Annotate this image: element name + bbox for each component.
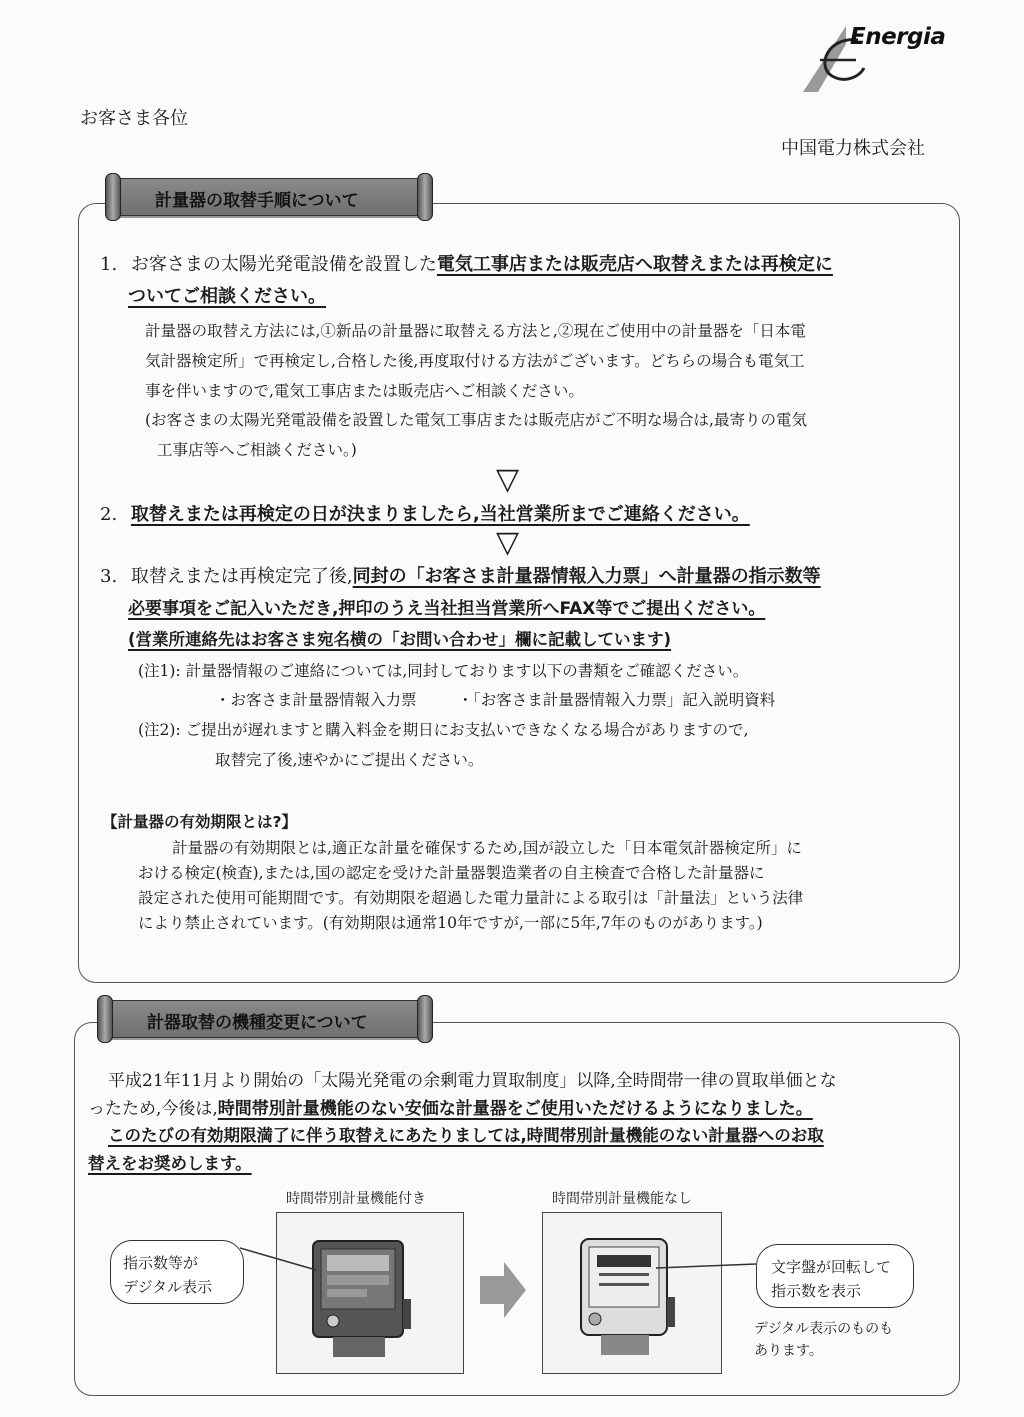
right-note-line: デジタル表示のものも (754, 1321, 894, 1337)
validity-line: により禁止されています。(有効期限は通常10年ですが,一部に5年,7年のものがあります。) (138, 914, 763, 932)
step1-body-line: 計量器の取替え方法には,①新品の計量器に取替える方法と,②現在ご使用中の計量器を「日本電 (145, 322, 806, 340)
step1-line1 (100, 250, 833, 276)
note2-text-b: 取替完了後,速やかにご提出ください。 (215, 751, 484, 769)
section2-banner (104, 1000, 426, 1038)
recipient: お客さま各位 (80, 108, 188, 129)
right-callout (756, 1244, 914, 1308)
validity-line: 計量器の有効期限とは,適正な計量を確保するため,国が設立した「日本電気計器検定所」に (172, 839, 802, 857)
step1-note-line: (お客さまの太陽光発電設備を設置した電気工事店または販売店がご不明な場合は,最寄りの電気 (145, 411, 807, 429)
note1-items (215, 688, 775, 710)
right-callout-line: 指示数を表示 (771, 1282, 862, 1300)
note1-text: 計量器情報のご連絡については,同封しております以下の書類をご確認ください。 (185, 662, 749, 680)
section2-title: 計器取替の機種変更について (147, 1013, 368, 1033)
step1-body-line: 事を伴いますので,電気工事店または販売店へご相談ください。 (145, 382, 584, 400)
right-arrow-icon (480, 1260, 526, 1320)
left-callout-line: 指示数等が (123, 1254, 199, 1272)
step2-bold: 取替えまたは再検定の日が決まりましたら,当社営業所までご連絡ください。 (130, 504, 750, 525)
down-arrow-icon: ▽ (496, 525, 520, 560)
note1-label: (注1): (138, 662, 181, 680)
step1-note (145, 405, 807, 465)
validity-body (138, 836, 803, 936)
step3-bold-b: 必要事項をご記入いただき,押印のうえ当社担当営業所へFAX等でご提出ください。 (128, 599, 766, 619)
left-callout-pointer (240, 1244, 320, 1274)
step3-bold-a: 同封の「お客さま計量器情報入力票」へ計量器の指示数等 (352, 566, 821, 587)
section2-para-b-bold: 時間帯別計量機能のない安価な計量器をご使用いただけるようになりました。 (217, 1099, 813, 1119)
right-note-line: あります。 (754, 1343, 823, 1359)
note1-item: ・お客さま計量器情報入力票 (215, 691, 417, 709)
scroll-left-icon (97, 995, 113, 1043)
section2-para-d: 替えをお奨めします。 (88, 1154, 252, 1173)
step2-line (100, 500, 750, 526)
analog-meter-icon (543, 1213, 721, 1373)
step3-line1 (100, 562, 821, 588)
step1-body-line: 気計器検定所」で再検定し,合格した後,再度取付ける方法がございます。どちらの場合も電気工 (145, 352, 805, 370)
section1-banner (112, 178, 426, 216)
right-callout-line: 文字盤が回転して (771, 1258, 892, 1276)
note2-text: ご提出が遅れますと購入料金を期日にお支払いできなくなる場合がありますので, (185, 721, 749, 739)
step1-bold-b: ついてご相談ください。 (128, 286, 326, 307)
note2-label: (注2): (138, 721, 181, 739)
scroll-right-icon (417, 995, 433, 1043)
step1-note-line: 工事店等へご相談ください。) (157, 441, 357, 459)
digital-meter-photo (276, 1212, 464, 1374)
down-arrow-icon: ▽ (496, 462, 520, 497)
step1-bold-a: 電気工事店または販売店へ取替えまたは再検定に (436, 254, 833, 275)
right-callout-pointer (656, 1258, 758, 1278)
validity-line: 設定された使用可能期間です。有効期限を超過した電力量計による取引は「計量法」という法律 (138, 889, 804, 907)
step2-number: 2. (100, 504, 118, 525)
note2 (138, 718, 749, 740)
logo-text: Energia (850, 24, 946, 50)
left-callout (110, 1240, 244, 1304)
step1-lead: お客さまの太陽光発電設備を設置した (130, 254, 437, 275)
section2-para-b-lead: ったため,今後は, (88, 1099, 218, 1119)
validity-heading: 【計量器の有効期限とは?】 (102, 813, 297, 831)
left-caption: 時間帯別計量機能付き (286, 1191, 426, 1207)
scroll-right-icon (417, 173, 433, 221)
note1 (138, 659, 748, 681)
step3-lead: 取替えまたは再検定完了後, (130, 566, 353, 587)
step1-number: 1. (100, 254, 118, 275)
note1-item: ・「お客さま計量器情報入力票」記入説明資料 (457, 691, 776, 709)
right-caption: 時間帯別計量機能なし (552, 1191, 692, 1207)
section1-title: 計量器の取替手順について (155, 191, 359, 211)
section2-para-c: このたびの有効期限満了に伴う取替えにあたりましては,時間帯別計量機能のない計量器へのお取 (108, 1126, 824, 1145)
right-note (754, 1318, 893, 1362)
section2-para-b (88, 1094, 813, 1119)
scroll-left-icon (105, 173, 121, 221)
left-callout-line: デジタル表示 (123, 1278, 213, 1296)
section2-para-a: 平成21年11月より開始の「太陽光発電の余剰電力買取制度」以降,全時間帯一律の買取単価とな (108, 1071, 837, 1091)
analog-meter-photo (542, 1212, 722, 1374)
step3-number: 3. (100, 566, 118, 587)
validity-line: おける検定(検査),または,国の認定を受けた計量器製造業者の自主検査で合格した計量器に (138, 864, 765, 882)
company-name: 中国電力株式会社 (781, 138, 925, 159)
energia-logo (798, 18, 948, 98)
step1-body (145, 316, 806, 406)
digital-meter-icon (277, 1213, 463, 1373)
step3-bold-c: (営業所連絡先はお客さま宛名横の「お問い合わせ」欄に記載しています) (128, 630, 672, 649)
